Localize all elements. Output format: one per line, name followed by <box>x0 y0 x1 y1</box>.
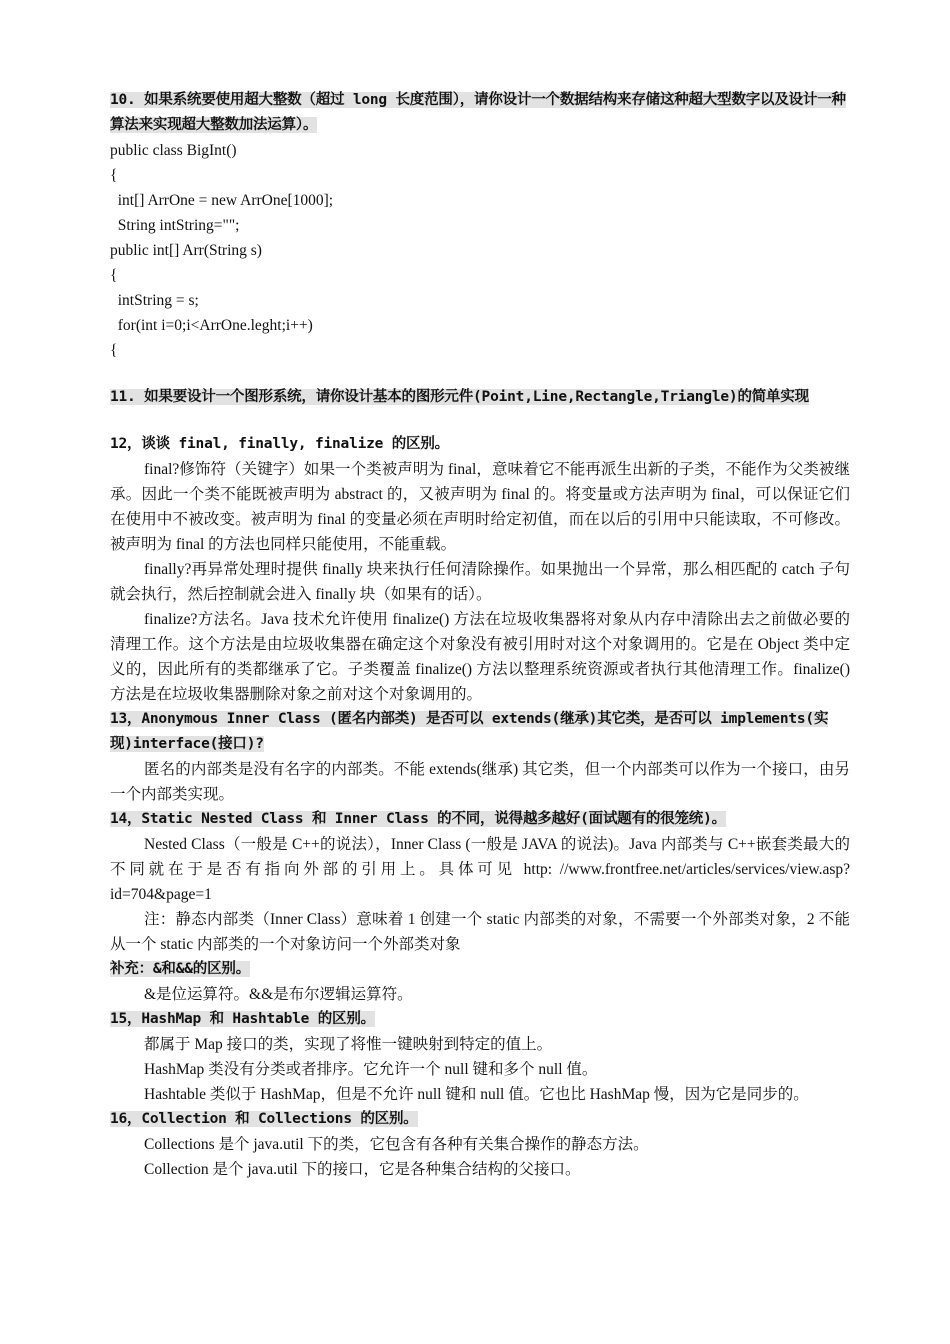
code-line: public class BigInt() <box>110 142 237 159</box>
document-page <box>110 88 850 1182</box>
q12-paragraph-final: final?修饰符（关键字）如果一个类被声明为 final，意味着它不能再派生出新的子类，不能作为父类被继承。因此一个类不能既被声明为 abstract 的，又被声明为 final 的。将变量或方法声明为 final，可以保证它们在使用中不被改变。被声明为 final 的变量必须在声明时给定初值，而在以后的引用中只能读取，不可修改。被声明为 final 的方法也同样只能使用，不能重载。 <box>110 461 850 553</box>
code-line: int[] ArrOne = new ArrOne[1000]; <box>110 192 334 209</box>
q13-heading: 13，Anonymous Inner Class (匿名内部类) 是否可以 extends(继承)其它类，是否可以 implements(实现)interface(接口)? <box>110 711 829 752</box>
q14-paragraph-note: 注：静态内部类（Inner Class）意味着 1 创建一个 static 内部类的对象，不需要一个外部类对象，2 不能从一个 static 内部类的一个对象访问一个外部类对象 <box>110 911 850 953</box>
q15-heading: 15，HashMap 和 Hashtable 的区别。 <box>110 1011 375 1027</box>
q13-paragraph: 匿名的内部类是没有名字的内部类。不能 extends(继承) 其它类，但一个内部类可以作为一个接口，由另一个内部类实现。 <box>110 761 850 803</box>
q11-heading: 11. 如果要设计一个图形系统，请你设计基本的图形元件(Point,Line,Rectangle,Triangle)的简单实现 <box>110 389 809 405</box>
q15-paragraph-3: Hashtable 类似于 HashMap，但是不允许 null 键和 null 值。它也比 HashMap 慢，因为它是同步的。 <box>144 1086 809 1103</box>
q16-paragraph-1: Collections 是个 java.util 下的类，它包含有各种有关集合操作的静态方法。 <box>144 1136 649 1153</box>
code-line: public int[] Arr(String s) <box>110 242 262 259</box>
q12-paragraph-finalize: finalize?方法名。Java 技术允许使用 finalize() 方法在垃圾收集器将对象从内存中清除出去之前做必要的清理工作。这个方法是由垃圾收集器在确定这个对象没有被引用时对这个对象调用的。它是在 Object 类中定义的，因此所有的类都继承了它。子类覆盖 finalize() 方法以整理系统资源或者执行其他清理工作。finalize() 方法是在垃圾收集器删除对象之前对这个对象调用的。 <box>110 611 850 703</box>
code-line: for(int i=0;i<ArrOne.leght;i++) <box>110 317 313 334</box>
supplement-heading: 补充：&和&&的区别。 <box>110 961 250 977</box>
supplement-paragraph: &是位运算符。&&是布尔逻辑运算符。 <box>144 986 413 1003</box>
code-line: { <box>110 167 118 184</box>
q10-code-block <box>110 138 850 363</box>
q10-heading: 10. 如果系统要使用超大整数（超过 long 长度范围），请你设计一个数据结构来存储这种超大型数字以及设计一种算法来实现超大整数加法运算）。 <box>110 92 846 133</box>
q15-paragraph-1: 都属于 Map 接口的类，实现了将惟一键映射到特定的值上。 <box>144 1036 553 1053</box>
q12-paragraph-finally: finally?再异常处理时提供 finally 块来执行任何清除操作。如果抛出一个异常，那么相匹配的 catch 子句就会执行，然后控制就会进入 finally 块（如果有的话）。 <box>110 561 850 603</box>
code-line: { <box>110 342 118 359</box>
q14-heading: 14，Static Nested Class 和 Inner Class 的不同，说得越多越好(面试题有的很笼统)。 <box>110 811 726 827</box>
code-line: String intString=""; <box>110 217 240 234</box>
q16-heading: 16，Collection 和 Collections 的区别。 <box>110 1111 418 1127</box>
code-line: { <box>110 267 118 284</box>
q16-paragraph-2: Collection 是个 java.util 下的接口，它是各种集合结构的父接口。 <box>144 1161 581 1178</box>
q14-paragraph-nested: Nested Class（一般是 C++的说法），Inner Class (一般是 JAVA 的说法)。Java 内部类与 C++嵌套类最大的不同就在于是否有指向外部的引用上。具体可见 http: //www.frontfree.net/articles/services/view.asp?id=704&page=1 <box>110 836 850 903</box>
q12-heading: 12，谈谈 final, finally, finalize 的区别。 <box>110 436 449 452</box>
q15-paragraph-2: HashMap 类没有分类或者排序。它允许一个 null 键和多个 null 值。 <box>144 1061 598 1078</box>
code-line: intString = s; <box>110 292 199 309</box>
